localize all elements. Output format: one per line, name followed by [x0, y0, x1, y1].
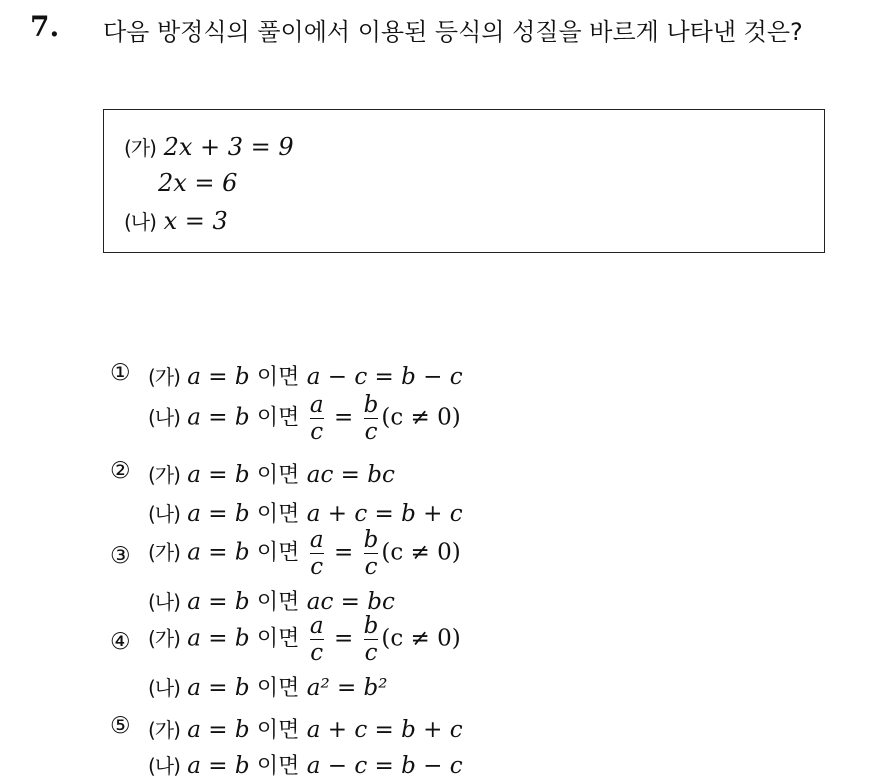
choice-5-number[interactable]: ⑤	[110, 713, 131, 739]
word-imyeon: 이면	[256, 502, 300, 527]
fraction-b-over-c: $\frac{b}{c}$	[363, 392, 379, 445]
result: a² = b²	[306, 675, 388, 701]
fraction-b-over-c: $\frac{b}{c}$	[363, 613, 379, 666]
equation-3: x = 3	[163, 207, 228, 235]
choice-1-ga	[148, 360, 463, 391]
word-imyeon: 이면	[256, 676, 300, 701]
condition: a = b	[187, 717, 250, 743]
condition: a = b	[187, 364, 250, 390]
solution-box	[103, 109, 825, 253]
question-text: 다음 방정식의 풀이에서 이용된 등식의 성질을 바르게 나타낸 것은?	[103, 18, 803, 46]
condition-extra: (c ≠ 0)	[381, 539, 461, 566]
fraction-a-over-c: $\frac{a}{c}$	[309, 392, 324, 445]
choice-3-ga	[148, 527, 461, 580]
label-na: (나)	[148, 590, 180, 614]
word-imyeon: 이면	[256, 626, 300, 652]
choice-4-ga	[148, 613, 461, 666]
result: a + c = b + c	[306, 717, 463, 743]
choice-4-number[interactable]: ④	[110, 629, 131, 655]
box-line-2	[158, 169, 237, 197]
choice-1-na	[148, 392, 461, 445]
choice-3-na	[148, 585, 395, 616]
condition: a = b	[187, 625, 250, 652]
word-imyeon: 이면	[256, 754, 300, 779]
choice-2-ga	[148, 458, 395, 489]
label-na: (나)	[148, 676, 180, 700]
condition: a = b	[187, 589, 250, 615]
word-imyeon: 이면	[256, 718, 300, 743]
word-imyeon: 이면	[256, 463, 300, 488]
label-na: (나)	[148, 754, 180, 778]
condition: a = b	[187, 675, 250, 701]
equals: =	[334, 404, 354, 431]
choice-4-na	[148, 671, 388, 702]
condition: a = b	[187, 501, 250, 527]
choice-5-na	[148, 749, 463, 780]
label-ga: (가)	[148, 365, 180, 389]
word-imyeon: 이면	[256, 405, 300, 431]
result: a + c = b + c	[306, 501, 463, 527]
equation-2: 2x = 6	[158, 169, 238, 197]
condition: a = b	[187, 462, 250, 488]
condition: a = b	[187, 404, 250, 431]
fraction-a-over-c: $\frac{a}{c}$	[309, 613, 324, 666]
label-ga: (가)	[148, 463, 180, 487]
label-ga: (가)	[148, 718, 180, 742]
equals: =	[334, 625, 354, 652]
condition: a = b	[187, 539, 250, 566]
equals: =	[334, 539, 354, 566]
fraction-a-over-c: $\frac{a}{c}$	[309, 527, 324, 580]
word-imyeon: 이면	[256, 365, 300, 390]
result: a − c = b − c	[306, 364, 463, 390]
question-number: 7.	[30, 10, 60, 43]
choice-5-ga	[148, 713, 463, 744]
choice-2-number[interactable]: ②	[110, 458, 131, 484]
choice-1-number[interactable]: ①	[110, 360, 131, 386]
result: ac = bc	[306, 589, 395, 615]
word-imyeon: 이면	[256, 590, 300, 615]
condition-extra: (c ≠ 0)	[381, 404, 461, 431]
equation-1: 2x + 3 = 9	[163, 133, 294, 161]
result: a − c = b − c	[306, 753, 463, 779]
result: ac = bc	[306, 462, 395, 488]
label-na: (나)	[148, 405, 180, 430]
box-line-3	[124, 206, 228, 235]
label-ga: (가)	[124, 136, 156, 160]
word-imyeon: 이면	[256, 540, 300, 566]
choice-2-na	[148, 497, 463, 528]
condition: a = b	[187, 753, 250, 779]
condition-extra: (c ≠ 0)	[381, 625, 461, 652]
fraction-b-over-c: $\frac{b}{c}$	[363, 527, 379, 580]
box-line-1	[124, 132, 294, 161]
label-na: (나)	[148, 502, 180, 526]
label-ga: (가)	[148, 626, 180, 651]
choice-3-number[interactable]: ③	[110, 543, 131, 569]
label-ga: (가)	[148, 540, 180, 565]
label-na: (나)	[124, 210, 156, 234]
